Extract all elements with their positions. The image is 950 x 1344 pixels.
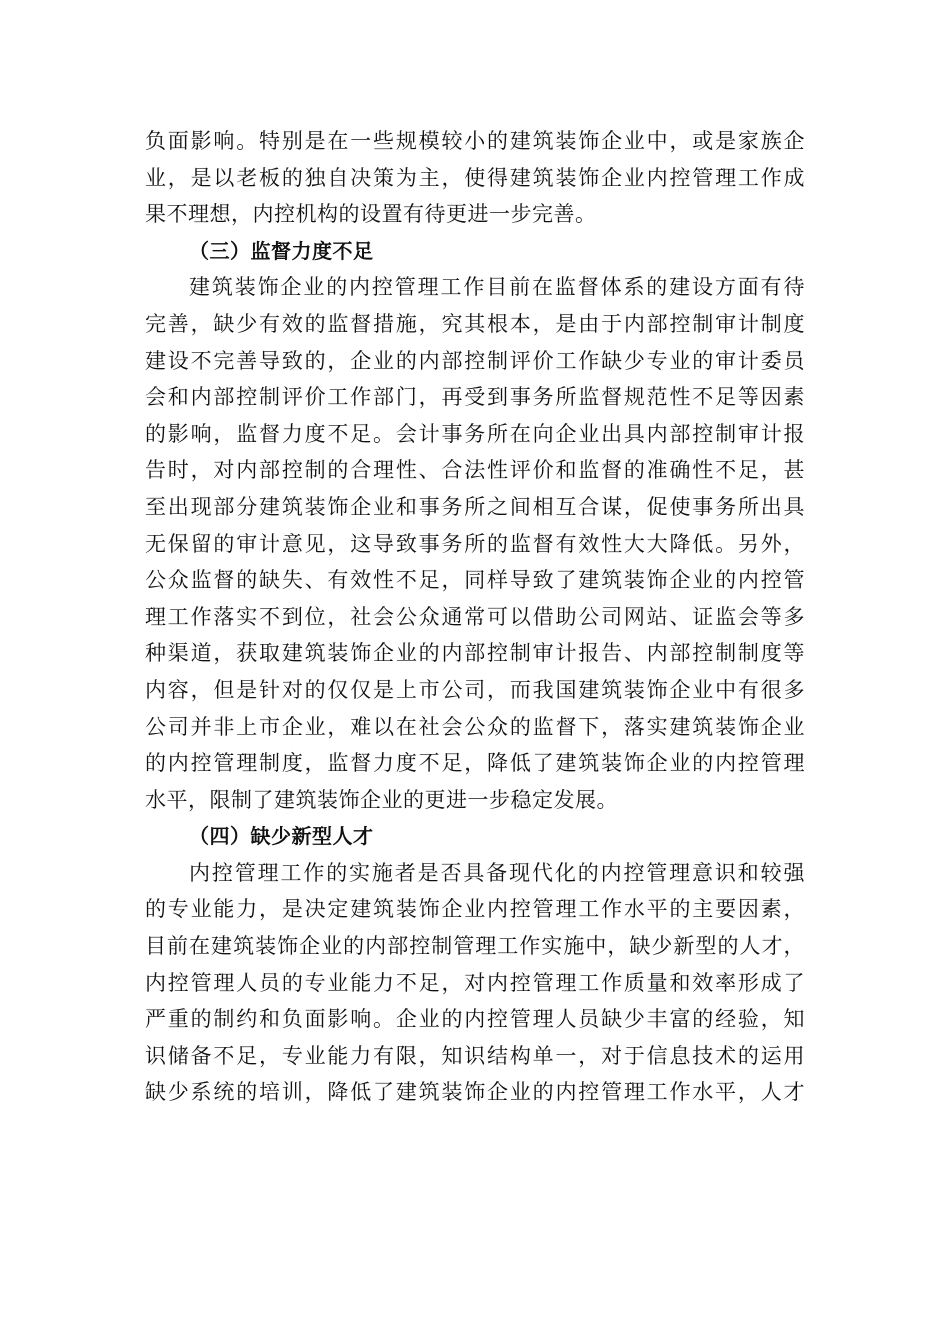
paragraph-line: 严重的制约和负面影响。企业的内控管理人员缺少丰富的经验，知 xyxy=(145,1007,805,1032)
paragraph-line: 无保留的审计意见，这导致事务所的监督有效性大大降低。另外， xyxy=(145,531,805,556)
paragraph-line: 水平，限制了建筑装饰企业的更进一步稳定发展。 xyxy=(145,787,618,812)
paragraph-line: 内控管理人员的专业能力不足，对内控管理工作质量和效率形成了 xyxy=(145,970,805,995)
paragraph-line: 的影响，监督力度不足。会计事务所在向企业出具内部控制审计报 xyxy=(145,421,805,446)
document-body xyxy=(145,123,805,1111)
paragraph-line: 公司并非上市企业，难以在社会公众的监督下，落实建筑装饰企业 xyxy=(145,714,805,739)
paragraph-line: 的专业能力，是决定建筑装饰企业内控管理工作水平的主要因素， xyxy=(145,897,805,922)
paragraph-line: 完善，缺少有效的监督措施，究其根本，是由于内部控制审计制度 xyxy=(145,311,805,336)
paragraph-line: 的内控管理制度，监督力度不足，降低了建筑装饰企业的内控管理 xyxy=(145,751,805,776)
section-heading-talent: （四）缺少新型人才 xyxy=(189,824,374,849)
paragraph-supervision xyxy=(145,269,805,818)
paragraph-line: 业，是以老板的独自决策为主，使得建筑装饰企业内控管理工作成 xyxy=(145,165,805,190)
paragraph-line: 内控管理工作的实施者是否具备现代化的内控管理意识和较强 xyxy=(189,860,805,885)
section-heading-supervision: （三）监督力度不足 xyxy=(189,238,374,263)
paragraph-line: 负面影响。特别是在一些规模较小的建筑装饰企业中，或是家族企 xyxy=(145,129,805,153)
paragraph-line: 果不理想，内控机构的设置有待更进一步完善。 xyxy=(145,202,597,227)
paragraph-line: 会和内部控制评价工作部门，再受到事务所监督规范性不足等因素 xyxy=(145,385,805,410)
paragraph-line: 种渠道，获取建筑装饰企业的内部控制审计报告、内部控制制度等 xyxy=(145,641,805,666)
paragraph-line: 告时，对内部控制的合理性、合法性评价和监督的准确性不足，甚 xyxy=(145,458,805,483)
paragraph-line: 内容，但是针对的仅仅是上市公司，而我国建筑装饰企业中有很多 xyxy=(145,677,805,702)
paragraph-line: 建设不完善导致的，企业的内部控制评价工作缺少专业的审计委员 xyxy=(145,348,805,373)
paragraph-continued xyxy=(145,123,805,233)
paragraph-line: 至出现部分建筑装饰企业和事务所之间相互合谋，促使事务所出具 xyxy=(145,494,805,519)
paragraph-line: 缺少系统的培训，降低了建筑装饰企业的内控管理工作水平，人才 xyxy=(145,1080,805,1105)
paragraph-line: 公众监督的缺失、有效性不足，同样导致了建筑装饰企业的内控管 xyxy=(145,568,805,593)
paragraph-line: 理工作落实不到位，社会公众通常可以借助公司网站、证监会等多 xyxy=(145,604,805,629)
paragraph-line: 建筑装饰企业的内控管理工作目前在监督体系的建设方面有待 xyxy=(189,275,805,300)
paragraph-line: 目前在建筑装饰企业的内部控制管理工作实施中，缺少新型的人才， xyxy=(145,934,805,959)
paragraph-talent xyxy=(145,855,805,1111)
paragraph-line: 识储备不足，专业能力有限，知识结构单一，对于信息技术的运用 xyxy=(145,1043,805,1068)
